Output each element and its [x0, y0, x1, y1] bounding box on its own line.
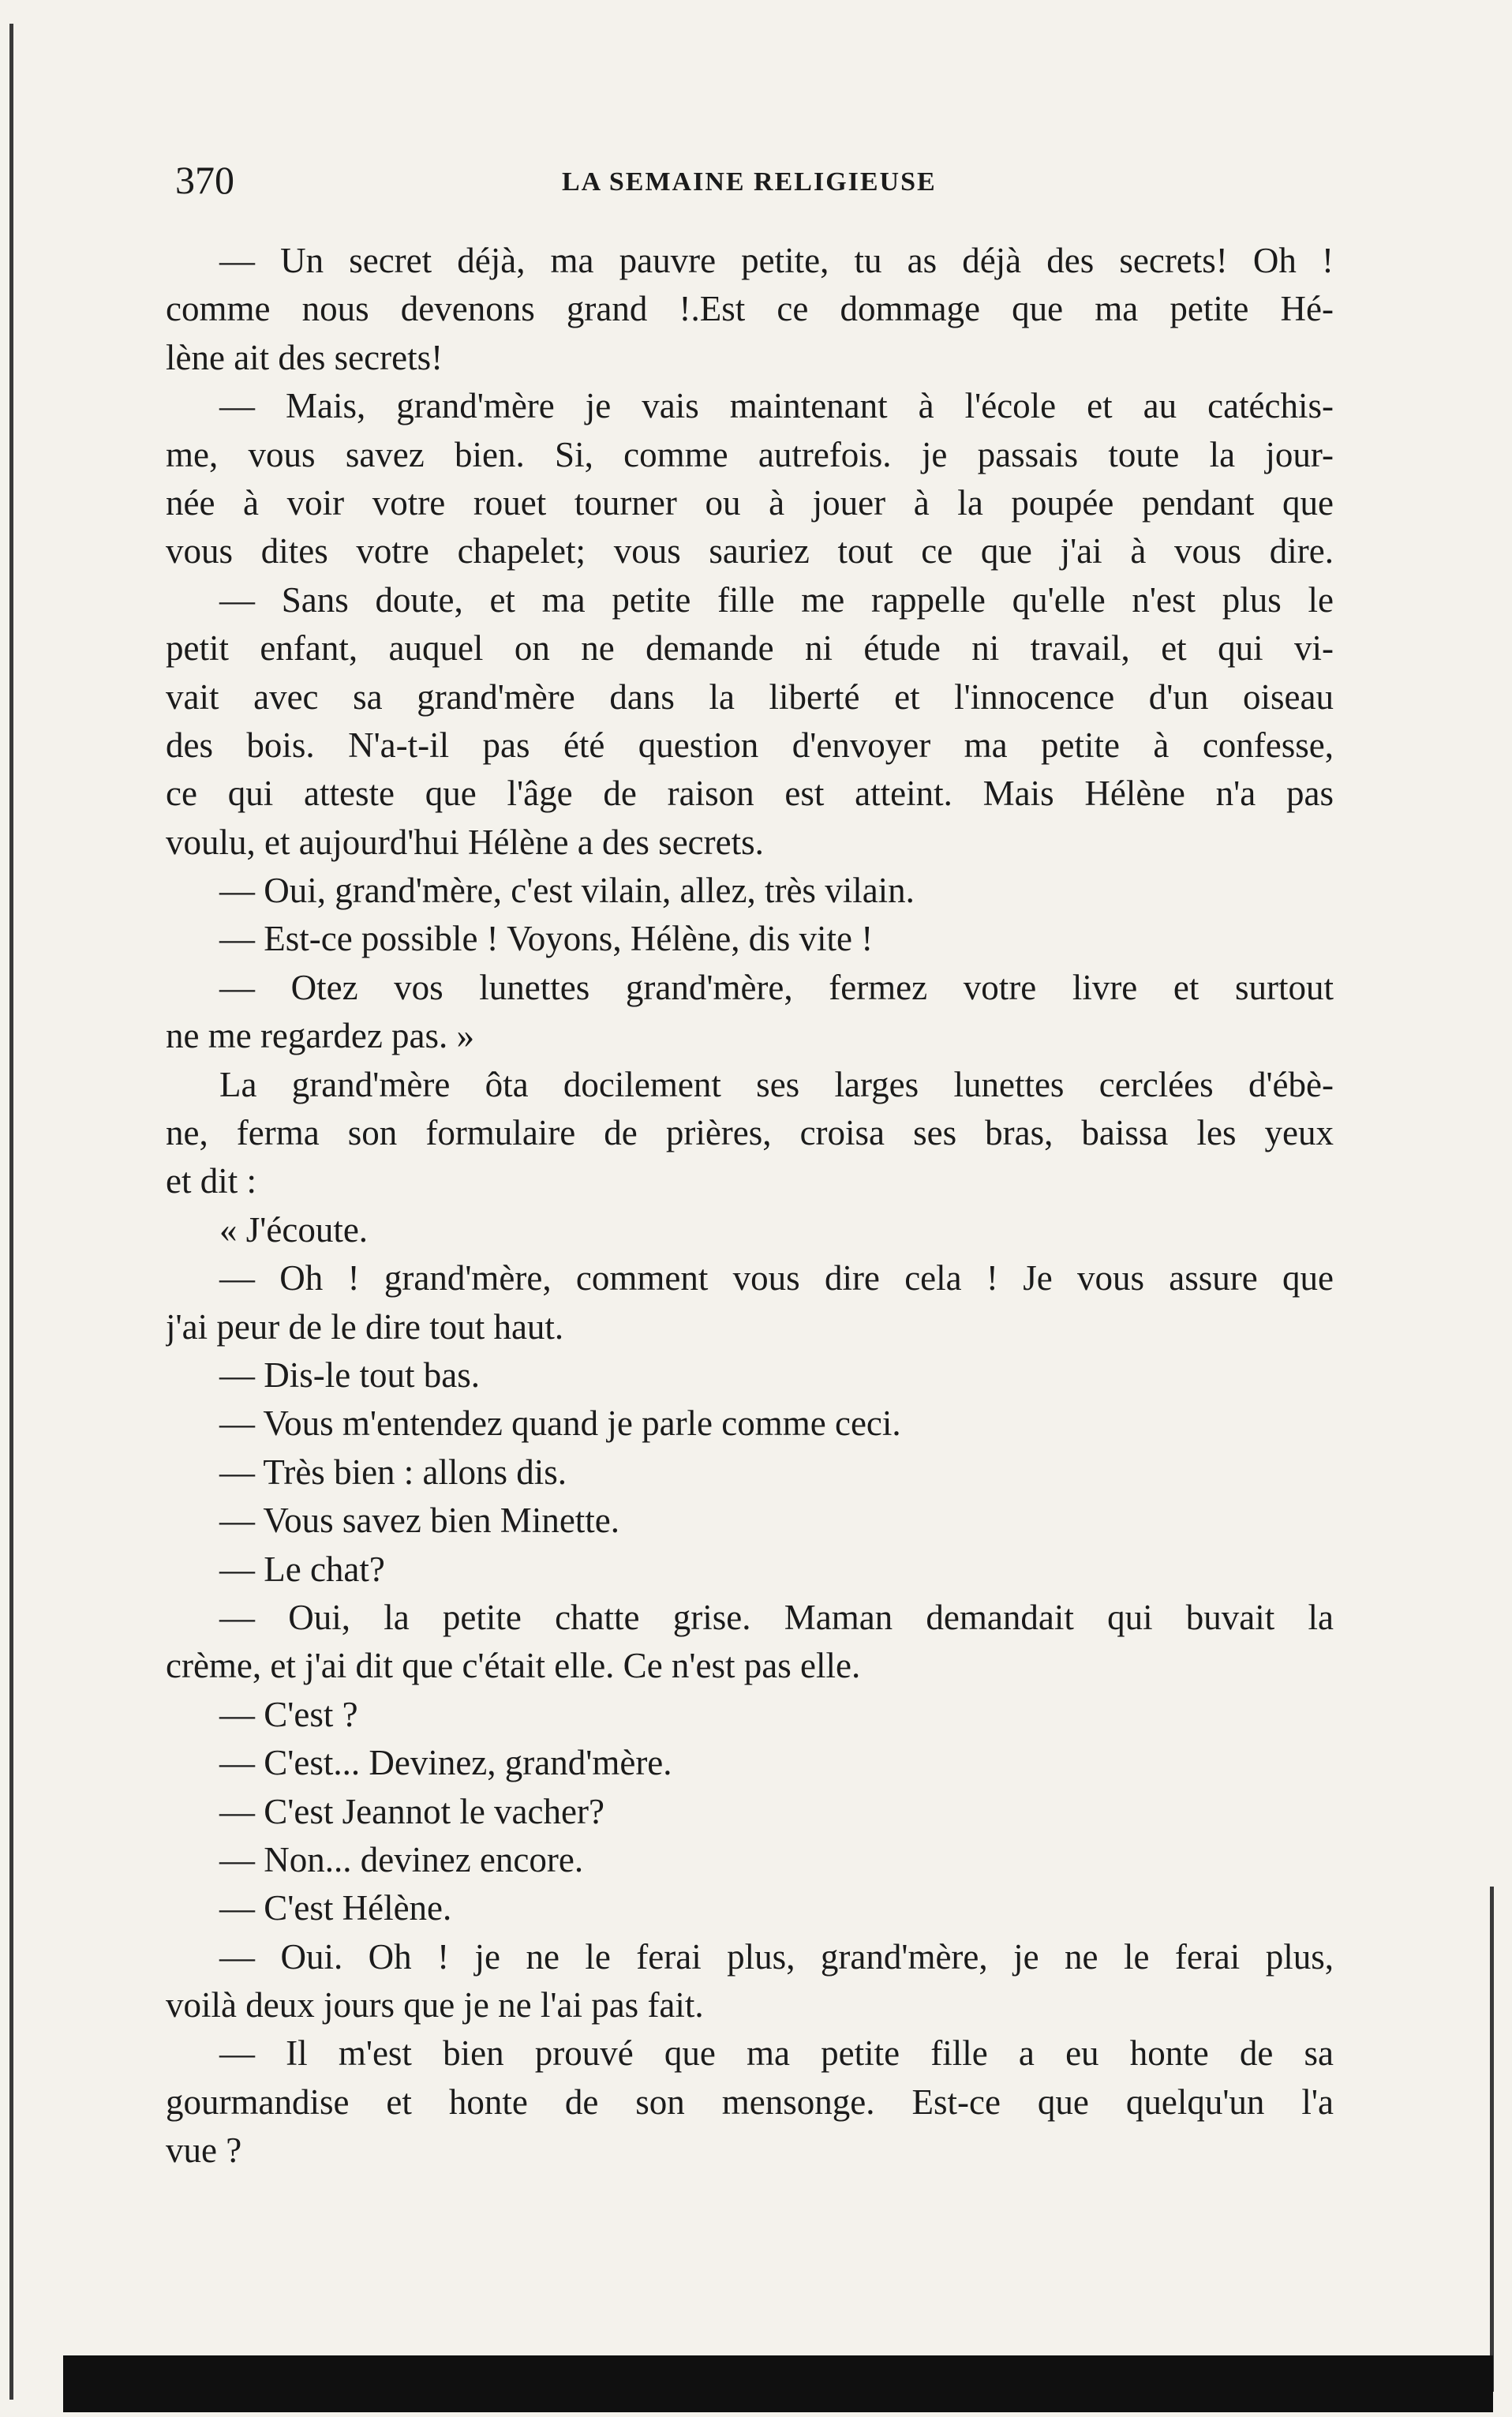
text-line: vous dites votre chapelet; vous sauriez tout ce que j'ai à vous dire.	[166, 531, 1334, 571]
text-line: des bois. N'a-t-il pas été question d'envoyer ma petite à confesse,	[166, 725, 1334, 765]
text-line: — Vous m'entendez quand je parle comme ceci.	[219, 1403, 901, 1444]
text-line: — C'est Hélène.	[219, 1888, 452, 1928]
text-line: vait avec sa grand'mère dans la liberté et l'innocence d'un oiseau	[166, 676, 1334, 717]
bottom-scan-band	[63, 2355, 1493, 2412]
running-head: LA SEMAINE RELIGIEUSE	[562, 167, 937, 197]
text-line: — C'est Jeannot le vacher?	[219, 1791, 604, 1831]
text-line: — Otez vos lunettes grand'mère, fermez votre livre et surtout	[219, 967, 1334, 1007]
text-line: — Vous savez bien Minette.	[219, 1501, 620, 1541]
text-line: me, vous savez bien. Si, comme autrefois. je passais toute la jour-	[166, 434, 1334, 474]
text-line: comme nous devenons grand !.Est ce dommage que ma petite Hé-	[166, 289, 1334, 329]
text-line: — Dis-le tout bas.	[219, 1355, 480, 1395]
text-line: La grand'mère ôta docilement ses larges lunettes cerclées d'ébè-	[219, 1064, 1334, 1104]
text-line: — Non... devinez encore.	[219, 1839, 584, 1879]
text-line: — Très bien : allons dis.	[219, 1452, 567, 1492]
text-line: gourmandise et honte de son mensonge. Est-ce que quelqu'un l'a	[166, 2082, 1334, 2122]
text-line: — Est-ce possible ! Voyons, Hélène, dis vite !	[219, 919, 874, 959]
text-line: — Oh ! grand'mère, comment vous dire cela ! Je vous assure que	[219, 1258, 1334, 1298]
text-line: ne, ferma son formulaire de prières, croisa ses bras, baissa les yeux	[166, 1113, 1334, 1153]
text-line: — Oui, la petite chatte grise. Maman demandait qui buvait la	[219, 1597, 1334, 1637]
text-line: — C'est... Devinez, grand'mère.	[219, 1743, 672, 1783]
text-line: née à voir votre rouet tourner ou à jouer à la poupée pendant que	[166, 482, 1334, 523]
right-scan-edge	[1490, 1887, 1494, 2392]
text-line: — Sans doute, et ma petite fille me rappelle qu'elle n'est plus le	[219, 579, 1334, 620]
text-line: — C'est ?	[219, 1694, 358, 1734]
text-line: « J'écoute.	[219, 1209, 369, 1250]
body-text	[166, 237, 1334, 2175]
text-line: crème, et j'ai dit que c'était elle. Ce n'est pas elle.	[166, 1646, 861, 1686]
page-number: 370	[175, 158, 234, 202]
text-line: ne me regardez pas. »	[166, 1016, 475, 1056]
text-line: — Mais, grand'mère je vais maintenant à l'école et au catéchis-	[219, 386, 1334, 426]
text-line: lène ait des secrets!	[166, 337, 443, 377]
text-line: ce qui atteste que l'âge de raison est atteint. Mais Hélène n'a pas	[166, 774, 1334, 814]
text-line: — Oui, grand'mère, c'est vilain, allez, très vilain.	[219, 871, 915, 911]
text-line: petit enfant, auquel on ne demande ni étude ni travail, et qui vi-	[166, 628, 1334, 669]
text-line: — Le chat?	[219, 1549, 385, 1589]
text-line: voilà deux jours que je ne l'ai pas fait.	[166, 1985, 704, 2025]
text-line: — Il m'est bien prouvé que ma petite fille a eu honte de sa	[219, 2033, 1334, 2074]
text-line: — Un secret déjà, ma pauvre petite, tu as déjà des secrets! Oh !	[219, 241, 1334, 280]
page-header	[175, 156, 1324, 204]
text-line: j'ai peur de le dire tout haut.	[166, 1306, 564, 1347]
text-line: — Oui. Oh ! je ne le ferai plus, grand'mère, je ne le ferai plus,	[219, 1936, 1334, 1977]
text-line: voulu, et aujourd'hui Hélène a des secrets.	[166, 822, 764, 862]
text-line: et dit :	[166, 1161, 256, 1201]
left-scan-edge	[9, 24, 13, 2400]
text-line: vue ?	[166, 2130, 242, 2171]
